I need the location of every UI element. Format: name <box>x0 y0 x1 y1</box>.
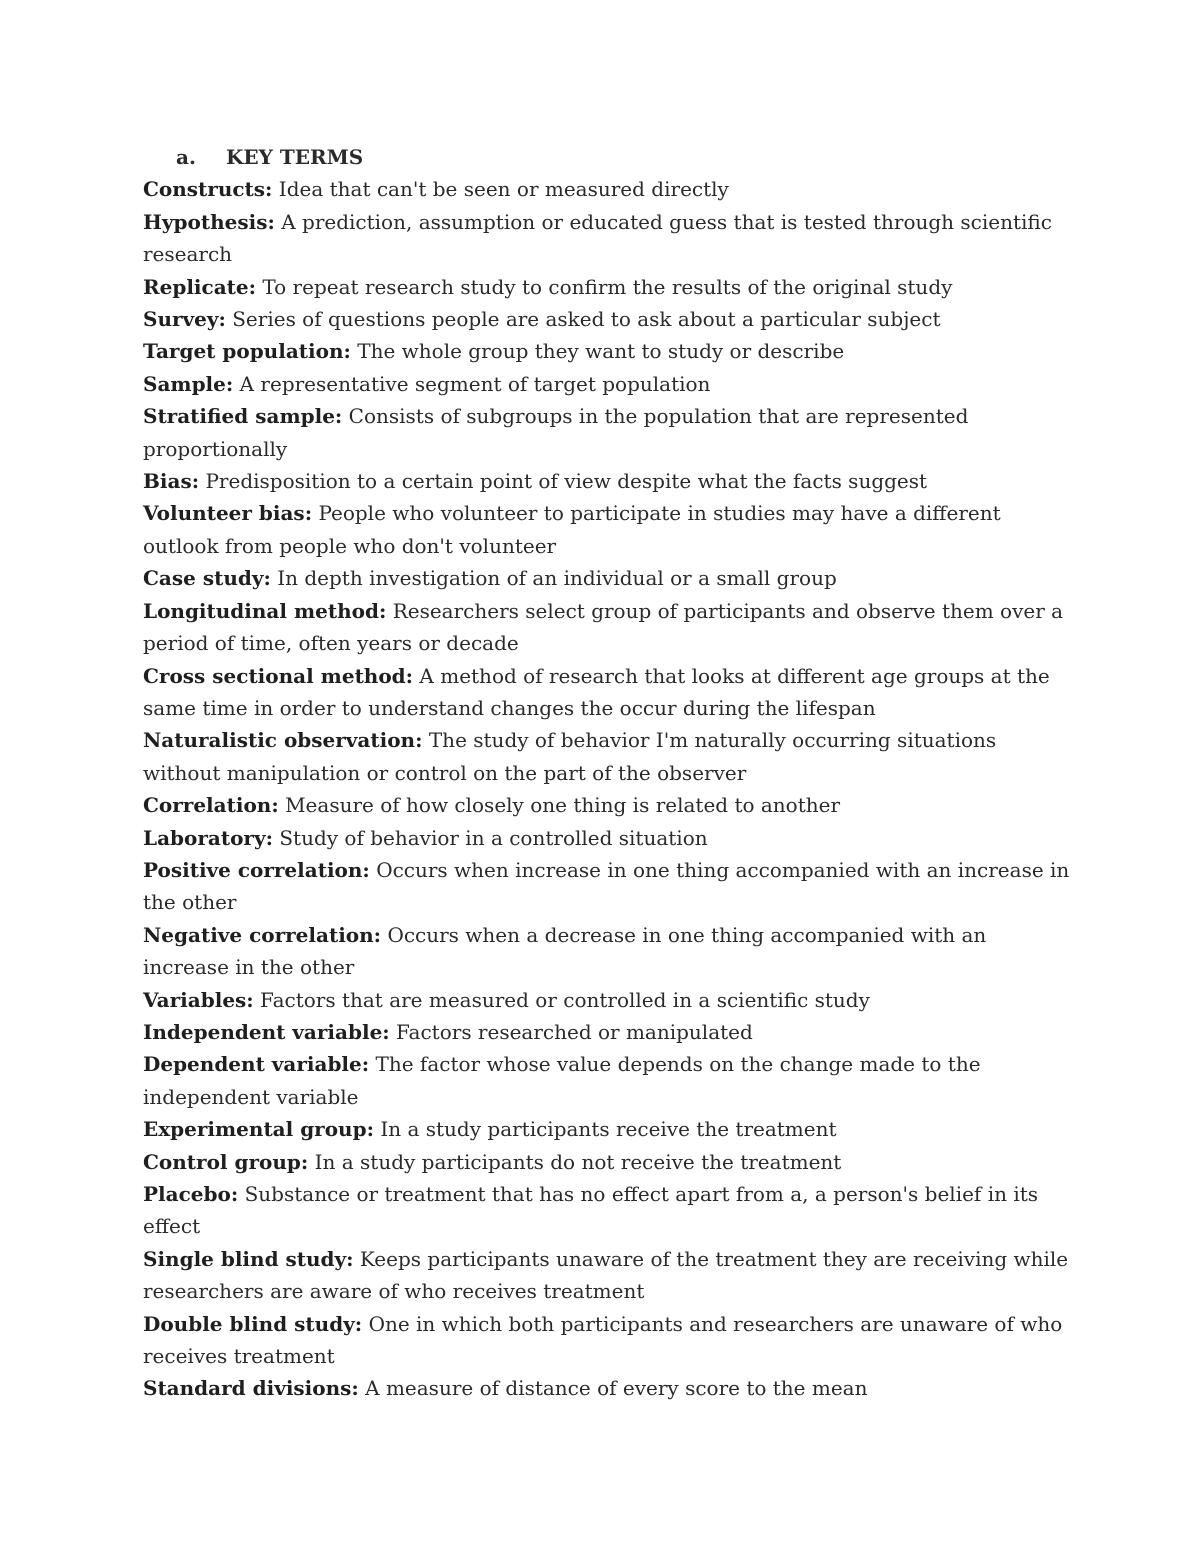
term-definition: A measure of distance of every score to the mean <box>365 1376 868 1401</box>
term-label: Naturalistic observation: <box>143 728 423 753</box>
term-entry <box>143 789 1073 821</box>
term-definition: A representative segment of target population <box>239 371 711 396</box>
term-label: Replicate: <box>143 274 257 299</box>
term-label: Cross sectional method: <box>143 663 414 688</box>
term-definition: Substance or treatment that has no effect apart from a, a person's belief in its effect <box>143 1182 1039 1239</box>
term-label: Single blind study: <box>143 1246 354 1271</box>
term-label: Experimental group: <box>143 1117 374 1142</box>
term-entry <box>143 1113 1073 1145</box>
term-definition: In depth investigation of an individual or a small group <box>277 566 837 591</box>
term-label: Laboratory: <box>143 825 273 850</box>
term-label: Sample: <box>143 371 234 396</box>
term-entry <box>143 919 1073 984</box>
term-entry <box>143 1372 1073 1404</box>
term-definition: A method of research that looks at different age groups at the same time in order to understand changes the occur during the lifespan <box>143 663 1050 720</box>
term-entry <box>143 497 1073 562</box>
term-entry <box>143 1178 1073 1243</box>
document-body <box>143 141 1073 1405</box>
term-definition: Keeps participants unaware of the treatment they are receiving while researchers are aware of who receives treatment <box>143 1246 1069 1304</box>
term-definition: Consists of subgroups in the population that are represented proportionally <box>143 404 969 461</box>
section-marker: a. <box>176 145 196 169</box>
term-label: Volunteer bias: <box>143 501 313 526</box>
term-definition: A prediction, assumption or educated guess that is tested through scientific research <box>143 209 1052 267</box>
term-definition: People who volunteer to participate in studies may have a different outlook from people who don't volunteer <box>143 501 1001 558</box>
term-label: Constructs: <box>143 177 273 202</box>
term-entry <box>143 660 1073 725</box>
term-entry <box>143 400 1073 465</box>
section-title: KEY TERMS <box>226 145 364 169</box>
term-label: Correlation: <box>143 793 279 818</box>
term-entry <box>143 1048 1073 1113</box>
term-definition: Researchers select group of participants and observe them over a period of time, often years or decade <box>143 598 1064 656</box>
term-label: Stratified sample: <box>143 404 343 429</box>
term-entry <box>143 822 1073 854</box>
term-definition: Factors researched or manipulated <box>396 1019 753 1044</box>
term-entry <box>143 1243 1073 1308</box>
term-definition: Idea that can't be seen or measured directly <box>278 177 729 202</box>
term-definition: The whole group they want to study or describe <box>357 339 845 364</box>
term-entry <box>143 1308 1073 1373</box>
term-label: Double blind study: <box>143 1311 363 1336</box>
term-entry <box>143 465 1073 497</box>
term-definition: In a study participants do not receive the treatment <box>314 1149 842 1174</box>
term-label: Bias: <box>143 469 200 494</box>
term-label: Survey: <box>143 307 226 332</box>
term-label: Negative correlation: <box>143 922 382 947</box>
term-label: Independent variable: <box>143 1019 390 1044</box>
term-label: Case study: <box>143 566 271 591</box>
term-definition: One in which both participants and researchers are unaware of who receives treatment <box>143 1311 1063 1369</box>
term-entry <box>143 206 1073 271</box>
term-entry <box>143 724 1073 789</box>
section-heading <box>143 141 1073 173</box>
term-label: Longitudinal method: <box>143 598 387 623</box>
term-definition: The factor whose value depends on the change made to the independent variable <box>143 1052 981 1109</box>
term-definition: In a study participants receive the treatment <box>380 1117 837 1142</box>
term-entry <box>143 335 1073 367</box>
term-definition: Series of questions people are asked to ask about a particular subject <box>232 307 941 332</box>
term-definition: Predisposition to a certain point of view despite what the facts suggest <box>205 469 928 494</box>
term-definition: Occurs when a decrease in one thing accompanied with an increase in the other <box>143 922 987 980</box>
term-label: Target population: <box>143 339 351 364</box>
term-label: Placebo: <box>143 1182 239 1206</box>
term-label: Hypothesis: <box>143 209 275 234</box>
term-label: Variables: <box>143 987 254 1012</box>
term-label: Positive correlation: <box>143 857 370 882</box>
term-definition: The study of behavior I'm naturally occurring situations without manipulation or control on the part of the observer <box>143 728 997 785</box>
term-label: Control group: <box>143 1149 309 1174</box>
term-label: Dependent variable: <box>143 1052 370 1077</box>
term-definition: Occurs when increase in one thing accompanied with an increase in the other <box>143 857 1070 915</box>
term-entry <box>143 368 1073 400</box>
term-entry <box>143 173 1073 205</box>
term-definition: To repeat research study to confirm the results of the original study <box>262 274 953 299</box>
term-definition: Measure of how closely one thing is related to another <box>285 793 841 818</box>
term-definition: Factors that are measured or controlled in a scientific study <box>260 987 870 1012</box>
term-entry <box>143 854 1073 919</box>
term-entry <box>143 562 1073 594</box>
term-entry <box>143 984 1073 1016</box>
term-entry <box>143 1016 1073 1048</box>
terms-list <box>143 173 1073 1404</box>
term-entry <box>143 303 1073 335</box>
term-entry <box>143 271 1073 303</box>
term-definition: Study of behavior in a controlled situation <box>279 825 708 850</box>
term-entry <box>143 1146 1073 1178</box>
term-label: Standard divisions: <box>143 1376 359 1401</box>
term-entry <box>143 595 1073 660</box>
